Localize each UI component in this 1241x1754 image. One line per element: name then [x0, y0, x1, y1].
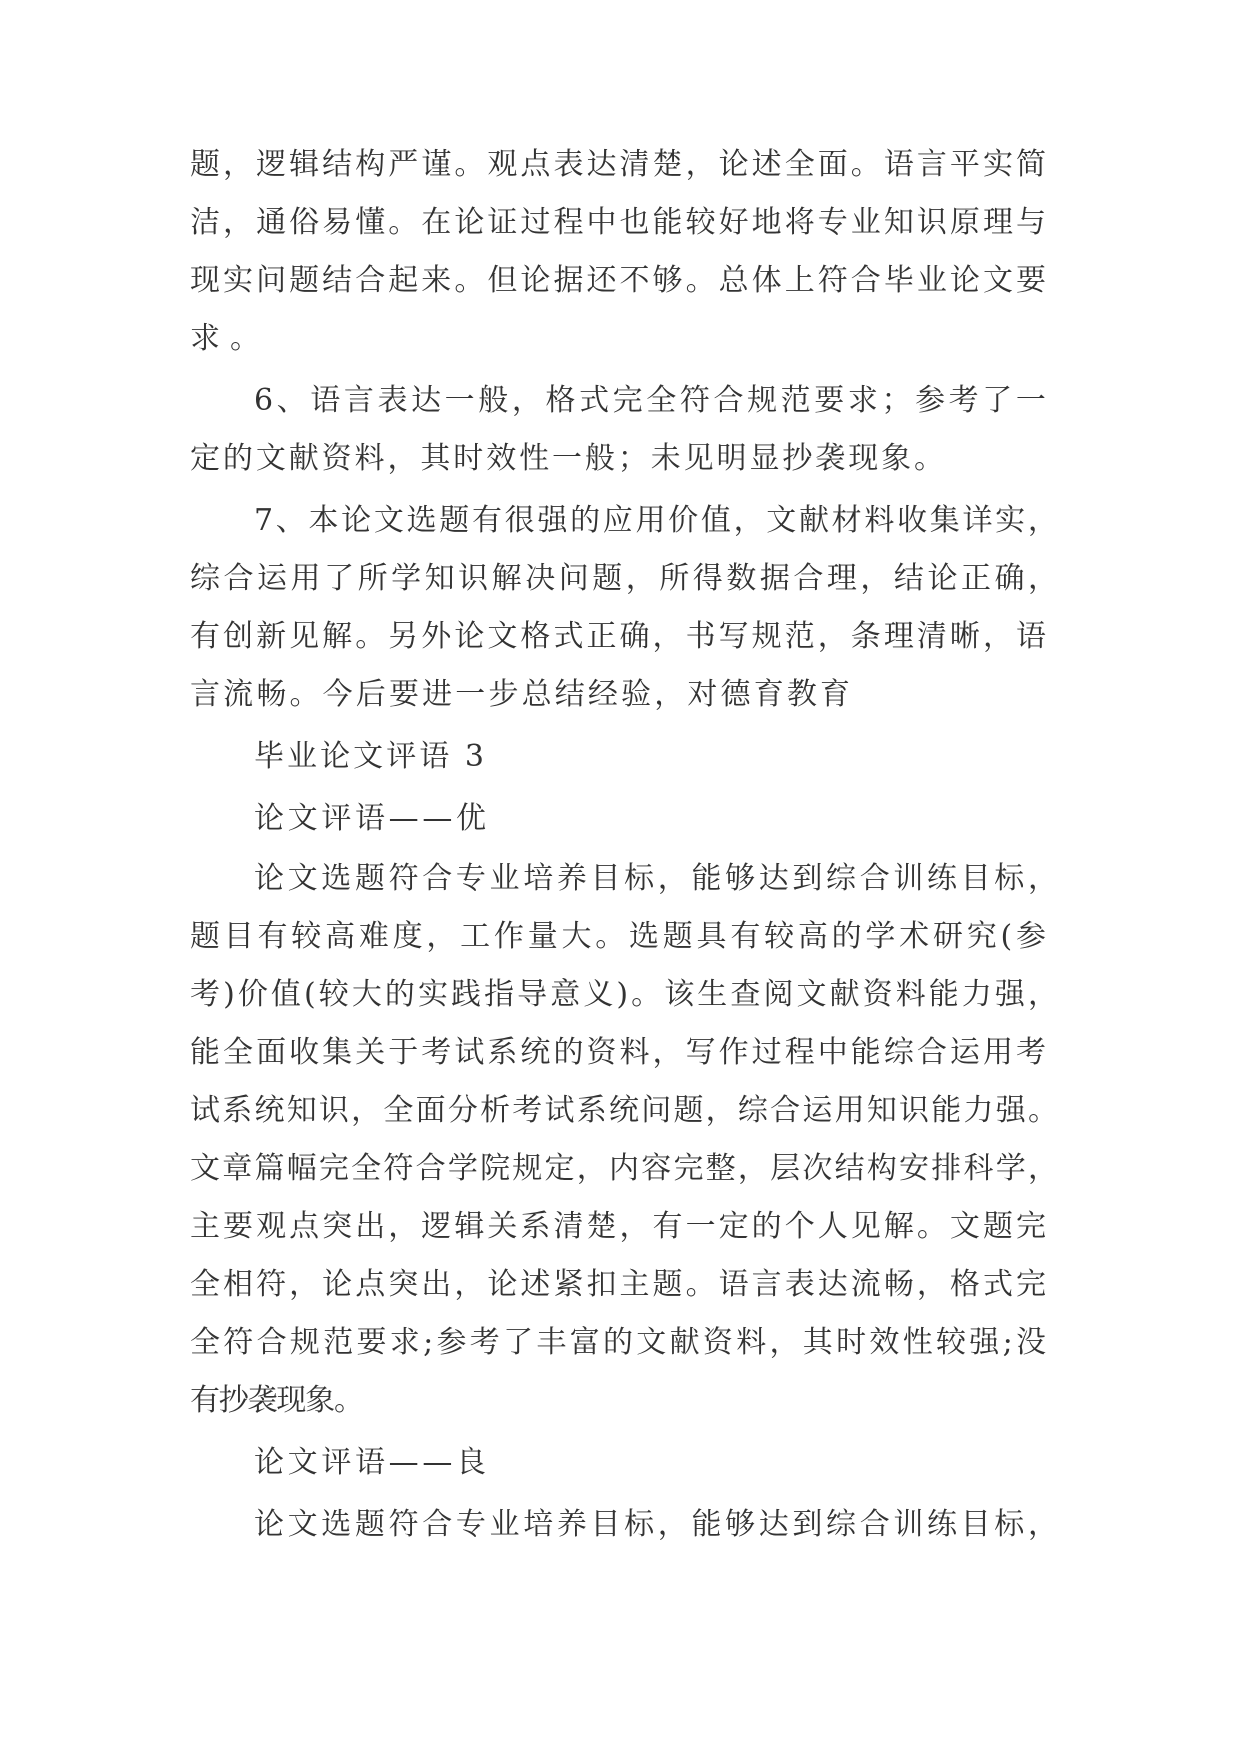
text-line: 7、本论文选题有很强的应用价值，文献材料收集详实，: [254, 503, 1061, 538]
text-line: 毕业论文评语 3: [254, 739, 488, 774]
text-line: 定的文献资料，其时效性一般；未见明显抄袭现象。: [190, 441, 947, 476]
text-line: 题目有较高难度，工作量大。选题具有较高的学术研究(参: [190, 919, 1050, 954]
text-line: 主要观点突出，逻辑关系清楚，有一定的个人见解。文题完: [190, 1209, 1050, 1244]
text-line: 洁，通俗易懂。在论证过程中也能较好地将专业知识原理与: [190, 205, 1050, 240]
text-line: 论文选题符合专业培养目标，能够达到综合训练目标，: [254, 861, 1062, 896]
text-line: 能全面收集关于考试系统的资料，写作过程中能综合运用考: [190, 1035, 1050, 1070]
text-line: 题，逻辑结构严谨。观点表达清楚，论述全面。语言平实简: [190, 147, 1050, 182]
text-line: 论文评语——良: [254, 1445, 490, 1480]
text-line: 综合运用了所学知识解决问题，所得数据合理，结论正确，: [190, 561, 1062, 596]
text-line: 论文评语——优: [254, 801, 490, 836]
text-line: 求。: [190, 321, 270, 356]
text-line: 论文选题符合专业培养目标，能够达到综合训练目标，: [254, 1507, 1062, 1542]
text-line: 现实问题结合起来。但论据还不够。总体上符合毕业论文要: [190, 263, 1050, 298]
text-line: 试系统知识，全面分析考试系统问题，综合运用知识能力强。: [190, 1093, 1061, 1128]
text-line: 有抄袭现象。: [190, 1383, 363, 1418]
text-line: 有创新见解。另外论文格式正确，书写规范，条理清晰，语: [190, 619, 1050, 654]
text-line: 言流畅。今后要进一步总结经验，对德育教育: [190, 677, 854, 712]
text-line: 文章篇幅完全符合学院规定，内容完整，层次结构安排科学，: [190, 1151, 1061, 1186]
text-line: 考)价值(较大的实践指导意义)。该生查阅文献资料能力强，: [190, 977, 1062, 1012]
text-line: 全符合规范要求;参考了丰富的文献资料，其时效性较强;没: [190, 1325, 1050, 1360]
text-line: 全相符，论点突出，论述紧扣主题。语言表达流畅，格式完: [190, 1267, 1050, 1302]
text-line: 6、语言表达一般，格式完全符合规范要求；参考了一: [254, 383, 1050, 418]
